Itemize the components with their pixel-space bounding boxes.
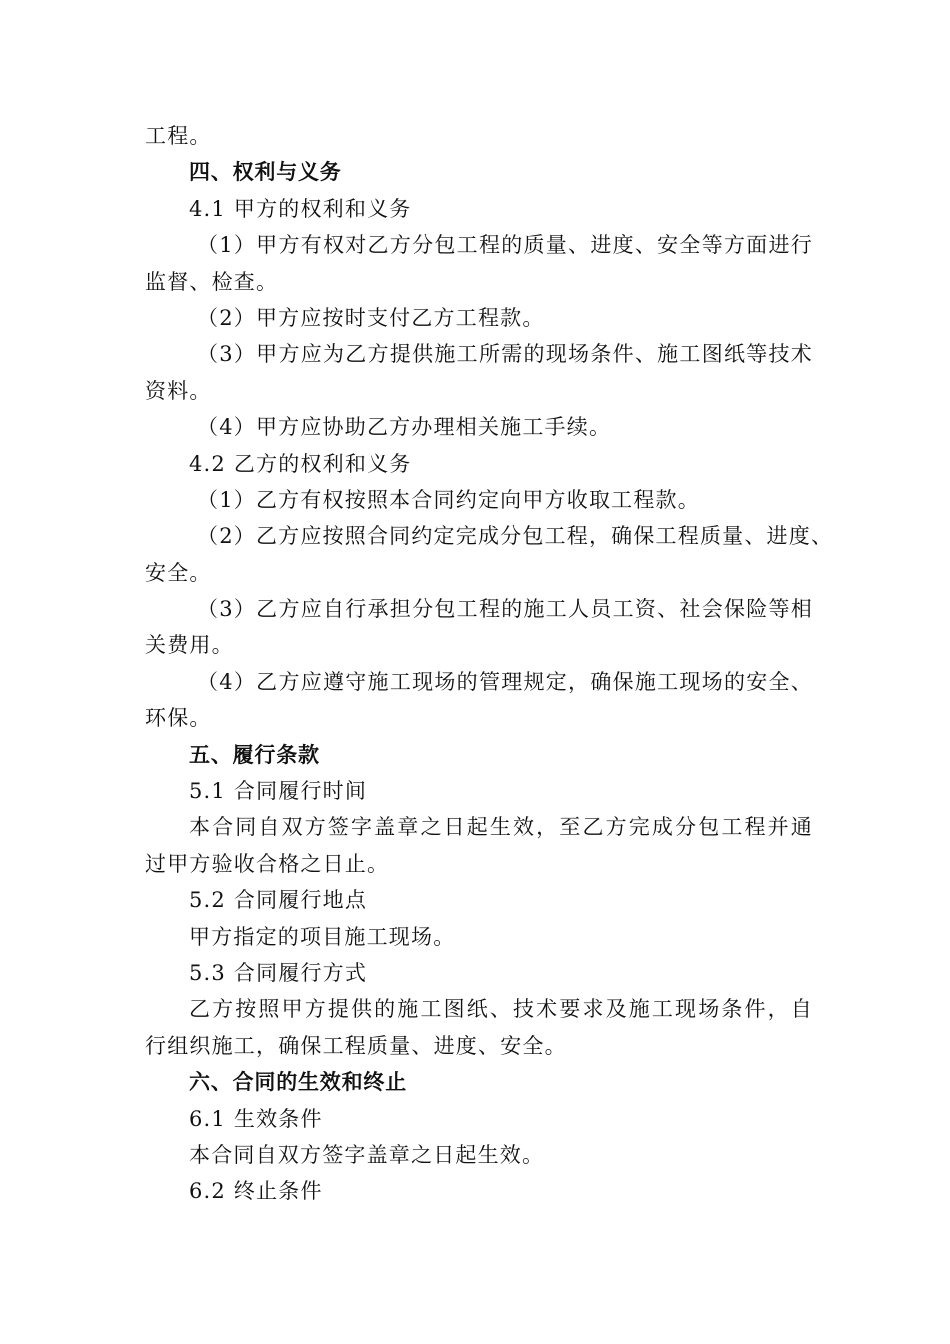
paragraph-line: 本合同自双方签字盖章之日起生效，至乙方完成分包工程并通 <box>189 815 813 840</box>
subsection-heading: 4.2 乙方的权利和义务 <box>189 451 412 476</box>
subsection-heading: 6.2 终止条件 <box>189 1179 323 1204</box>
clause-line: （4）乙方应遵守施工现场的管理规定，确保施工现场的安全、 <box>197 669 813 694</box>
clause-continuation: 监督、检查。 <box>145 269 279 294</box>
subsection-heading: 6.1 生效条件 <box>189 1106 323 1131</box>
paragraph-line: 本合同自双方签字盖章之日起生效。 <box>189 1142 545 1167</box>
clause-line: （3）乙方应自行承担分包工程的施工人员工资、社会保险等相 <box>197 597 813 622</box>
clause-continuation: 关费用。 <box>145 633 234 658</box>
section-heading-effect-termination: 六、合同的生效和终止 <box>189 1070 407 1095</box>
paragraph-continuation: 行组织施工，确保工程质量、进度、安全。 <box>145 1033 567 1058</box>
paragraph-line: 甲方指定的项目施工现场。 <box>189 924 456 949</box>
subsection-heading: 4.1 甲方的权利和义务 <box>189 196 412 221</box>
clause-line: （2）乙方应按照合同约定完成分包工程，确保工程质量、进度、 <box>197 524 834 549</box>
clause-line: （1）甲方有权对乙方分包工程的质量、进度、安全等方面进行 <box>197 233 813 258</box>
section-heading-rights-obligations: 四、权利与义务 <box>189 160 342 185</box>
clause-line: （3）甲方应为乙方提供施工所需的现场条件、施工图纸等技术 <box>197 342 813 367</box>
clause-continuation: 环保。 <box>145 706 212 731</box>
subsection-heading: 5.1 合同履行时间 <box>189 779 368 804</box>
subsection-heading: 5.2 合同履行地点 <box>189 888 368 913</box>
clause-line: （1）乙方有权按照本合同约定向甲方收取工程款。 <box>197 487 700 512</box>
document-body <box>145 118 834 1210</box>
body-line: 工程。 <box>145 124 212 148</box>
clause-continuation: 安全。 <box>145 560 212 585</box>
paragraph-continuation: 过甲方验收合格之日止。 <box>145 851 390 876</box>
clause-line: （2）甲方应按时支付乙方工程款。 <box>197 305 545 330</box>
clause-line: （4）甲方应协助乙方办理相关施工手续。 <box>197 415 612 440</box>
subsection-heading: 5.3 合同履行方式 <box>189 960 368 985</box>
paragraph-line: 乙方按照甲方提供的施工图纸、技术要求及施工现场条件，自 <box>189 997 813 1022</box>
clause-continuation: 资料。 <box>145 378 212 403</box>
section-heading-performance: 五、履行条款 <box>189 742 320 767</box>
